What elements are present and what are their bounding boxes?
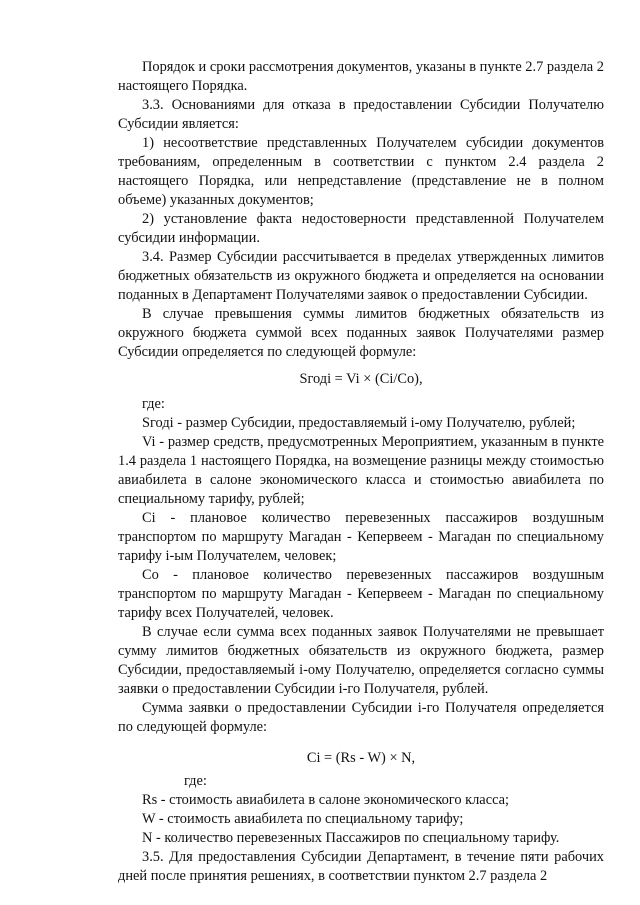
definition-ci: Ci - плановое количество перевезенных пассажиров воздушным транспортом по маршруту Магадан - Кепервеем - Магадан по специальному тарифу i-ым Получателем, человек; — [118, 510, 604, 564]
formula-subsidy: Sгодi = Vi × (Ci/Co), — [299, 371, 423, 387]
paragraph-3-4: 3.4. Размер Субсидии рассчитывается в пределах утвержденных лимитов бюджетных обязательств из окружного бюджета и определяется на основании поданных в Департамент Получателями заявок о предоставлении Субсидии. — [118, 249, 604, 303]
paragraph-3-3-item-1: 1) несоответствие представленных Получателем субсидии документов требованиям, определенным в соответствии с пунктом 2.4 раздела 2 настоящего Порядка, или непредставление (представление не в полном объеме) указанных документов; — [118, 135, 604, 208]
definition-v: Vi - размер средств, предусмотренных Мероприятием, указанным в пункте 1.4 раздела 1 настоящего Порядка, на возмещение разницы между стоимостью авиабилета в салоне экономического класса и стоимостью авиабилета по специальному тарифу, рублей; — [118, 434, 604, 507]
paragraph-application-sum: Сумма заявки о предоставлении Субсидии i-го Получателя определяется по следующей формуле: — [118, 700, 604, 735]
paragraph-not-exceeded: В случае если сумма всех поданных заявок Получателями не превышает сумму лимитов бюджетных обязательств из окружного бюджета, размер Субсидии, предоставляемый i-ому Получателю, определяется согласно суммы заявки о предоставлении Субсидии i-го Получателя, рублей. — [118, 624, 604, 697]
definition-rs: Rs - стоимость авиабилета в салоне экономического класса; — [142, 792, 510, 808]
paragraph-review-terms: Порядок и сроки рассмотрения документов, указаны в пункте 2.7 раздела 2 настоящего Порядка. — [118, 59, 604, 94]
formula-application: Ci = (Rs - W) × N, — [306, 750, 416, 766]
paragraph-3-5: 3.5. Для предоставления Субсидии Департамент, в течение пяти рабочих дней после принятия решениях, в соответствии пунктом 2.7 раздела 2 — [118, 849, 604, 884]
definition-co: Co - плановое количество перевезенных пассажиров воздушным транспортом по маршруту Магадан - Кепервеем - Магадан по специальному тарифу всех Получателей, человек. — [118, 567, 604, 621]
paragraph-3-3: 3.3. Основаниями для отказа в предоставлении Субсидии Получателю Субсидии является: — [118, 97, 604, 132]
definition-s: Sгодi - размер Субсидии, предоставляемый i-ому Получателю, рублей; — [142, 415, 576, 431]
document-page — [118, 58, 604, 886]
definition-w: W - стоимость авиабилета по специальному тарифу; — [142, 811, 464, 827]
definition-n: N - количество перевезенных Пассажиров по специальному тарифу. — [142, 830, 560, 846]
paragraph-limit-exceeded: В случае превышения суммы лимитов бюджетных обязательств из окружного бюджета суммой всех поданных заявок Получателями размер Субсидии определяется по следующей формуле: — [118, 306, 604, 360]
where-label-2: где: — [184, 773, 207, 789]
paragraph-3-3-item-2: 2) установление факта недостоверности представленной Получателем субсидии информации. — [118, 211, 604, 246]
where-label-1: где: — [142, 396, 165, 412]
